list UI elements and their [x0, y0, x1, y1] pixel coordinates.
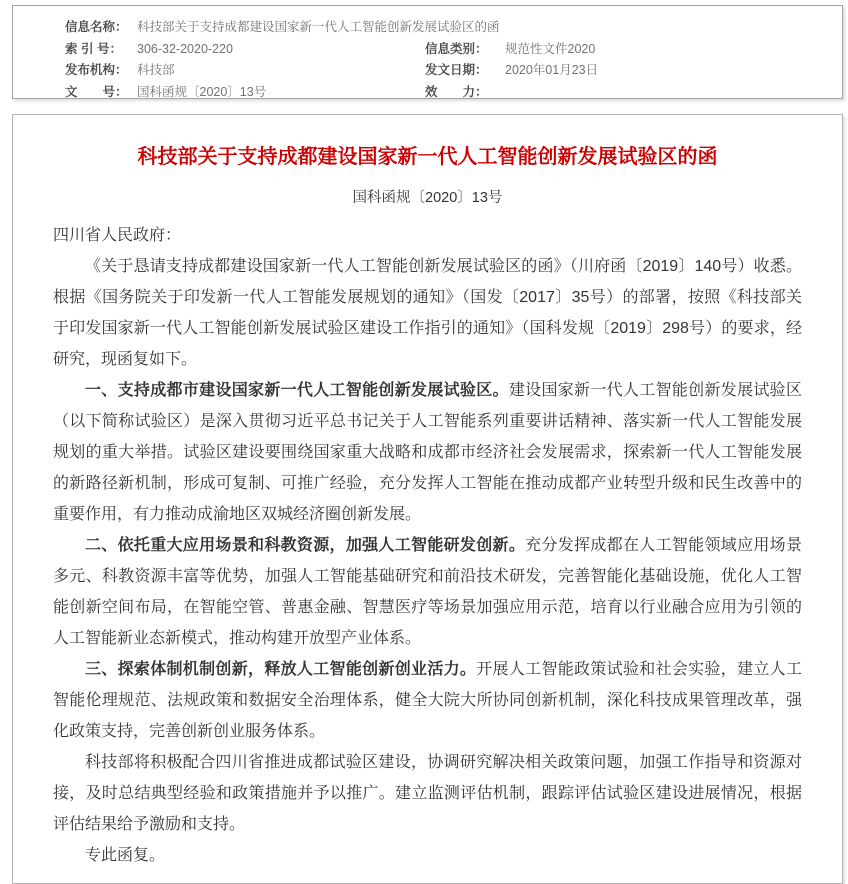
info-row-agency	[65, 60, 832, 82]
info-category-value: 规范性文件2020	[505, 41, 596, 56]
paragraph-text: 专此函复。	[85, 847, 166, 864]
paragraph-text: 《关于恳请支持成都建设国家新一代人工智能创新发展试验区的函》（川府函〔2019〕140号）收悉。根据《国务院关于印发新一代人工智能发展规划的通知》（国发〔2017〕35号）的部署，按照《科技部关于印发国家新一代人工智能创新发展试验区建设工作指引的通知》（国科发规〔2019〕298号）的要求，经研究，现函复如下。	[53, 258, 802, 368]
doc-number-label: 文 号：	[65, 84, 128, 99]
document-number: 国科函规〔2020〕13号	[352, 190, 503, 206]
paragraph-text: 科技部将积极配合四川省推进成都试验区建设，协调研究解决相关政策问题，加强工作指导和资源对接，及时总结典型经验和政策措施并予以推广。建立监测评估机制，跟踪评估试验区建设进展情况，根据评估结果给予激励和支持。	[53, 754, 802, 833]
info-name-value: 科技部关于支持成都建设国家新一代人工智能创新发展试验区的函	[137, 20, 500, 34]
document-title: 科技部关于支持成都建设国家新一代人工智能创新发展试验区的函	[137, 146, 718, 168]
document-body	[53, 220, 802, 871]
paragraph-closing-remark	[53, 840, 802, 871]
issuing-agency-label: 发布机构：	[65, 63, 128, 77]
paragraph-section-1	[53, 375, 802, 530]
paragraph-text: 充分发挥成都在人工智能领域应用场景多元、科教资源丰富等优势，加强人工智能基础研究和前沿技术研发，完善智能化基础设施，优化人工智能创新空间布局，在智能空管、普惠金融、智慧医疗等场景加强应用示范，培育以行业融合应用为引领的人工智能新业态新模式，推动构建开放型产业体系。	[53, 537, 802, 647]
index-number-value: 306-32-2020-220	[137, 41, 233, 56]
issue-date-value: 2020年01月23日	[505, 63, 599, 77]
document-info-panel	[12, 5, 843, 99]
paragraph-text: 开展人工智能政策试验和社会实验，建立人工智能伦理规范、法规政策和数据安全治理体系，健全大院大所协同创新机制，深化科技成果管理改革，强化政策支持，完善创新创业服务体系。	[53, 661, 802, 740]
paragraph-text: 建设国家新一代人工智能创新发展试验区（以下简称试验区）是深入贯彻习近平总书记关于人工智能系列重要讲话精神、落实新一代人工智能发展规划的重大举措。试验区建设要围绕国家重大战略和成都市经济社会发展需求，探索新一代人工智能发展的新路径新机制，形成可复制、可推广经验，充分发挥人工智能在推动成都产业转型升级和民生改善中的重要作用，有力推动成渝地区双城经济圈创新发展。	[53, 382, 802, 523]
paragraph-section-2	[53, 530, 802, 654]
document-body-panel	[12, 114, 843, 884]
validity-label: 效 力：	[425, 84, 488, 99]
salutation: 四川省人民政府：	[53, 227, 182, 244]
paragraph-intro	[53, 251, 802, 375]
info-row-index	[65, 39, 832, 61]
issue-date-label: 发文日期：	[425, 63, 488, 77]
paragraph-lead: 三、探索体制机制创新，释放人工智能创新创业活力。	[85, 661, 477, 678]
info-name-label: 信息名称：	[65, 20, 128, 34]
info-row-docnumber	[65, 82, 832, 104]
issuing-agency-value: 科技部	[137, 63, 175, 77]
paragraph-lead: 一、支持成都市建设国家新一代人工智能创新发展试验区。	[85, 382, 509, 399]
doc-number-value: 国科函规〔2020〕13号	[137, 84, 267, 99]
info-row-name	[65, 17, 832, 39]
paragraph-section-3	[53, 654, 802, 747]
paragraph-lead: 二、依托重大应用场景和科教资源，加强人工智能研发创新。	[85, 537, 526, 554]
info-category-label: 信息类别：	[425, 41, 488, 56]
paragraph-closing-support	[53, 747, 802, 840]
index-number-label: 索 引 号：	[65, 41, 122, 56]
